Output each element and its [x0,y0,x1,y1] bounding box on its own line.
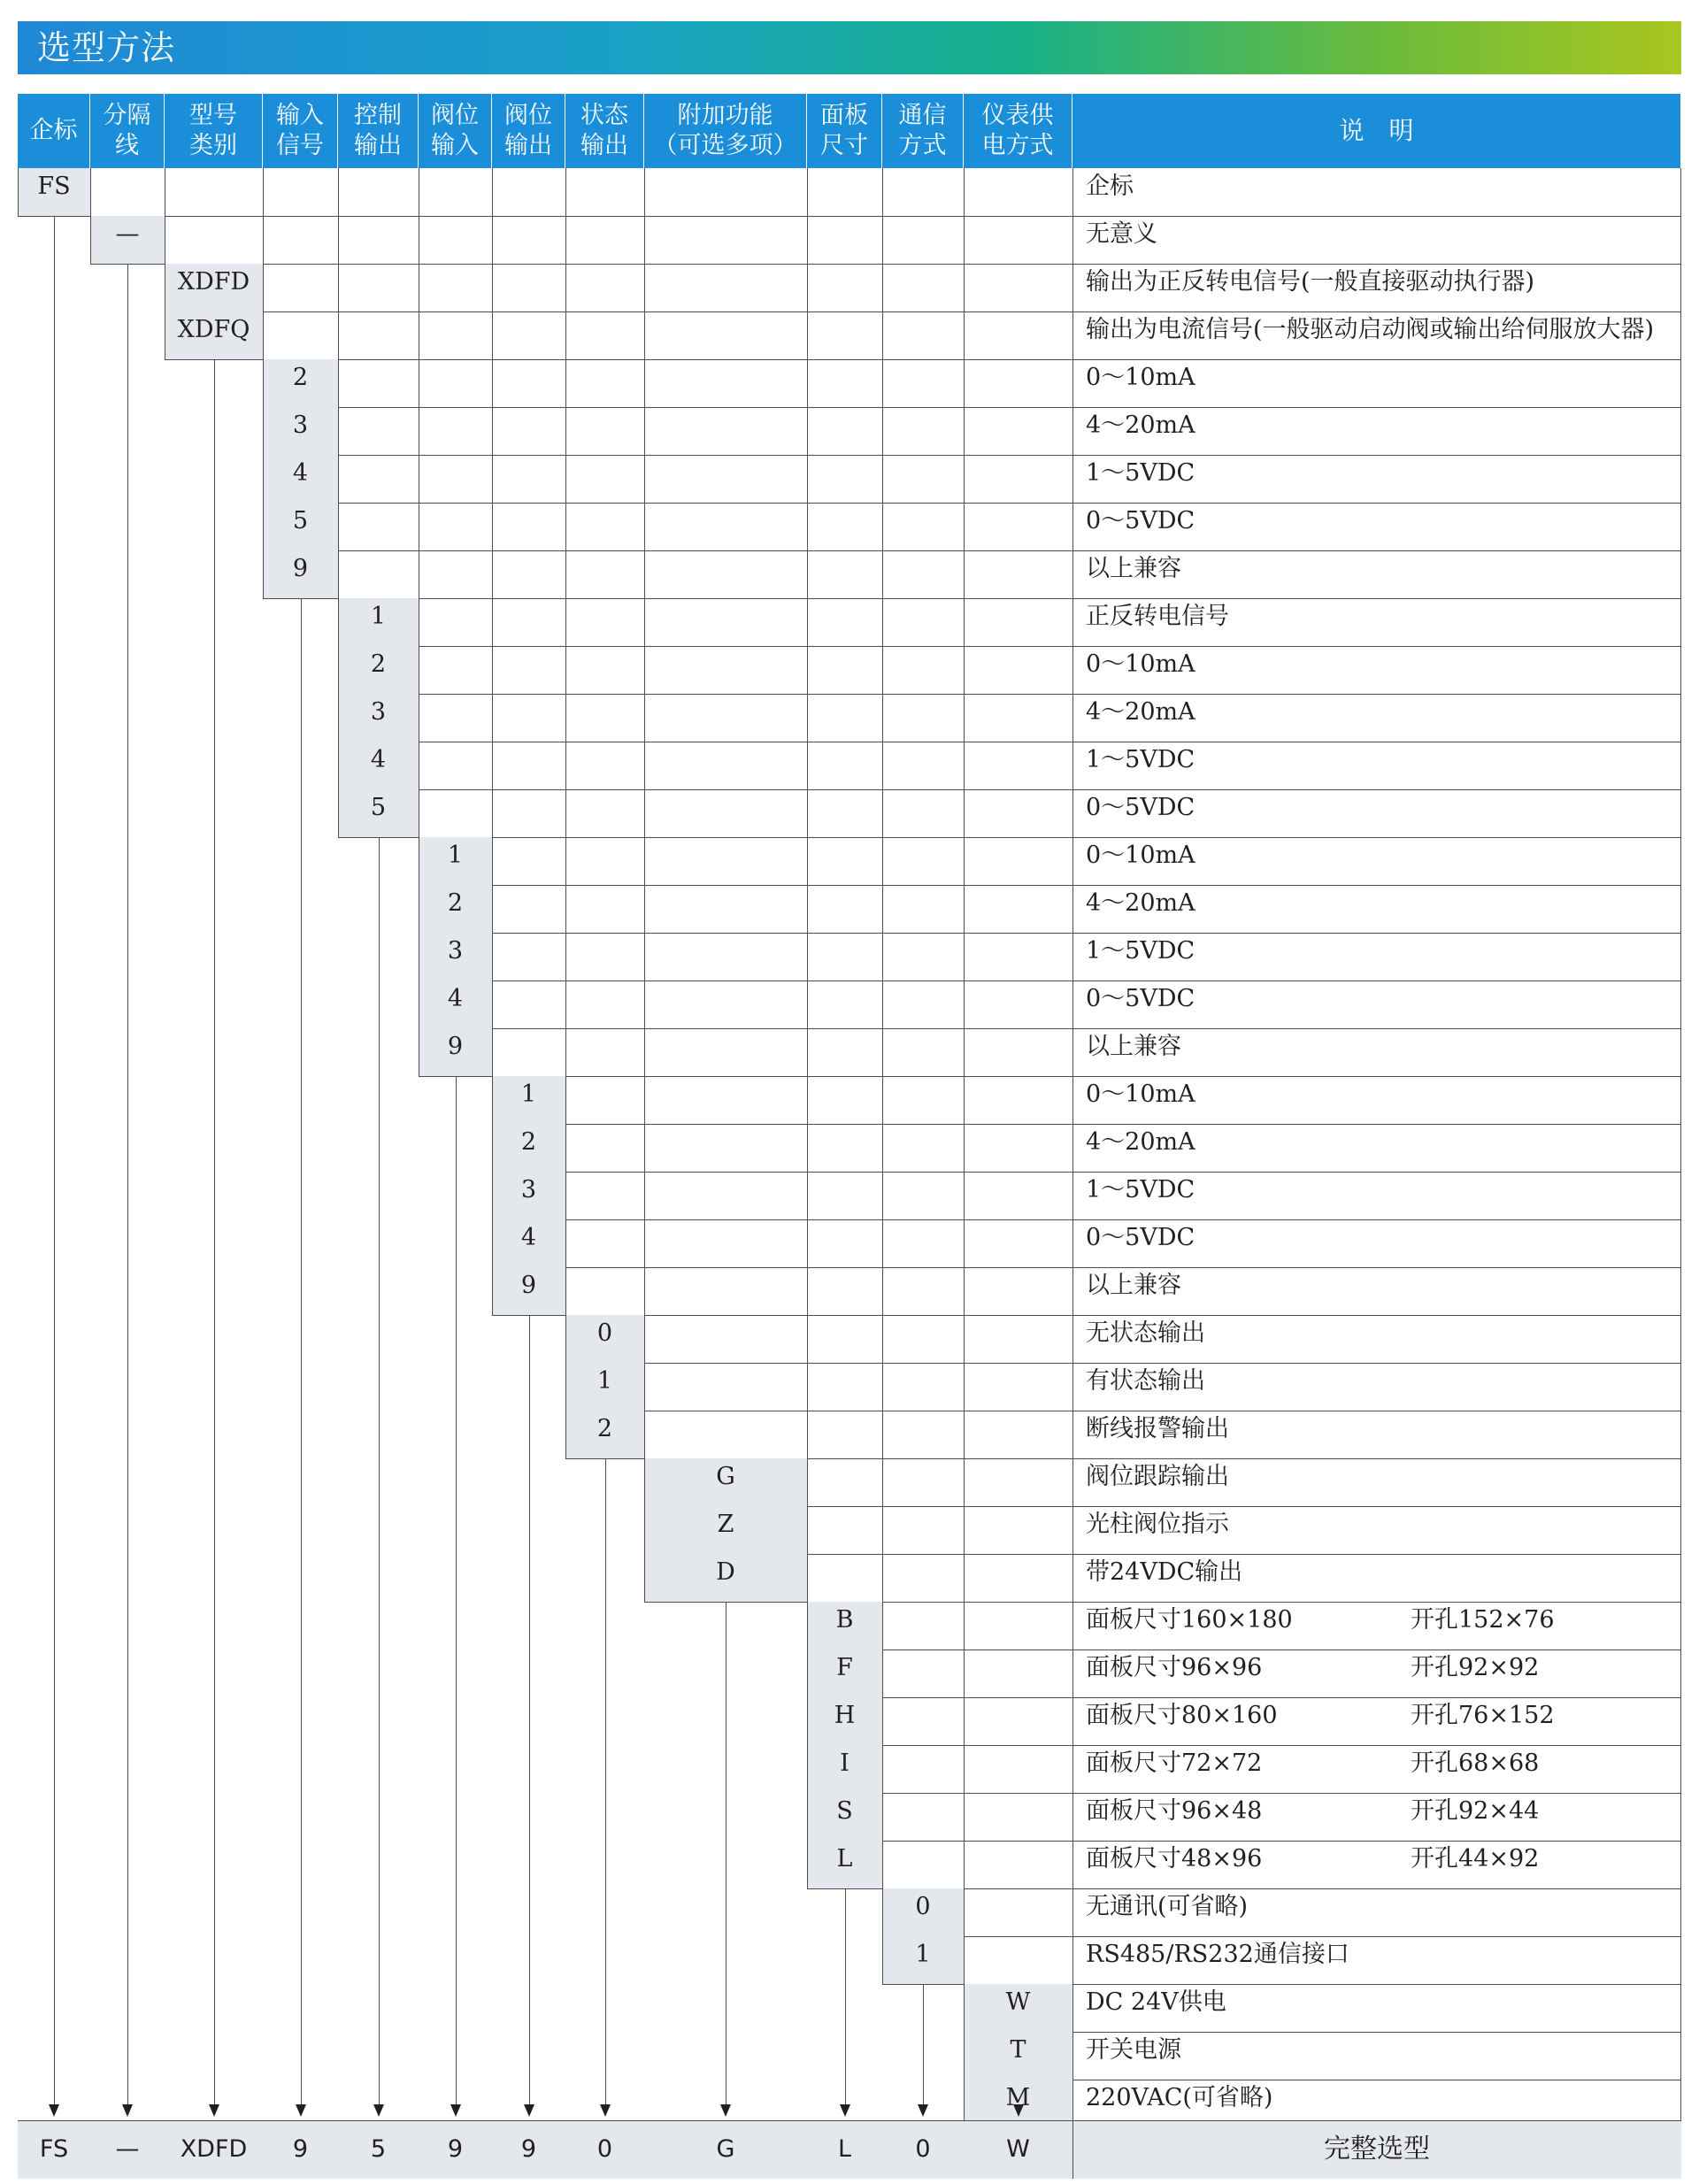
group-right-border [90,168,91,216]
description-text: 无意义 [1086,220,1157,248]
description-text: 0～10mA [1086,364,1195,391]
code-value: F [836,1654,853,1681]
row-divider [263,455,1681,456]
column-border [964,168,965,1984]
header-line-2: 尺寸 [820,132,868,159]
cutout-size-text: 开孔44×92 [1411,1845,1540,1873]
connector-line [127,264,128,2104]
code-value: 9 [447,1033,464,1060]
final-code: — [115,2135,140,2163]
code-value: B [835,1606,854,1634]
final-code: 9 [292,2135,309,2163]
header-line-1: 输入 [276,102,324,129]
code-value: XDFQ [177,316,250,343]
arrow-down-icon [524,2104,534,2117]
group-left-border [90,216,91,264]
final-code: XDFD [180,2135,248,2163]
header-line-2: 输出 [580,132,628,159]
header-cell [90,94,165,168]
header-cell [964,94,1072,168]
code-value: — [115,220,140,248]
group-left-border [882,1888,883,1984]
description-text: 以上兼容 [1086,1033,1181,1060]
code-value: 2 [447,889,464,917]
header-cell [492,94,565,168]
final-code: 0 [915,2135,931,2163]
code-value: H [834,1702,856,1729]
header-cell [338,94,419,168]
description-text: 光柱阀位指示 [1086,1511,1229,1538]
complete-model-label: 完整选型 [1324,2134,1430,2165]
arrow-down-icon [918,2104,928,2117]
row-divider [338,694,1681,695]
header-cell [18,94,90,168]
group-right-border [964,1888,965,1984]
description-text: 0～5VDC [1086,1224,1195,1251]
code-value: 2 [370,650,387,678]
header-line-1: 阀位 [431,102,479,129]
description-text: 输出为正反转电信号(一般直接驱动执行器) [1086,268,1535,296]
connector-line [301,598,302,2104]
code-value: L [836,1845,853,1873]
arrow-down-icon [1013,2104,1024,2117]
description-text: 0～10mA [1086,1080,1195,1108]
selection-table [18,94,1681,2184]
final-code: G [716,2135,735,2163]
group-right-border [882,1602,883,1888]
description-text: 0～5VDC [1086,507,1195,534]
row-divider [263,503,1681,504]
group-left-border [263,359,264,598]
description-text: 0～10mA [1086,842,1195,869]
group-left-border [964,1984,965,2127]
code-value: 1 [520,1080,537,1108]
header-line-1: 说 明 [1339,116,1414,145]
header-cell [419,94,492,168]
code-value: 4 [292,459,309,487]
group-left-border [492,1076,493,1315]
final-code: 9 [447,2135,464,2163]
cutout-size-text: 开孔152×76 [1411,1606,1555,1634]
description-text: 有状态输出 [1086,1367,1205,1395]
header-line-2: 信号 [276,132,324,159]
code-value: 4 [520,1224,537,1251]
description-text: 面板尺寸72×72 [1086,1750,1263,1777]
code-value: 1 [596,1367,613,1395]
header-line-1: 分隔 [103,102,151,129]
header-line-2: 输出 [354,132,402,159]
final-row-separator [1072,2120,1073,2179]
code-value: D [716,1558,735,1586]
code-value: S [836,1797,853,1825]
header-line-2: 电方式 [981,132,1054,159]
code-value: 0 [596,1319,613,1347]
row-divider [338,789,1681,790]
description-text: RS485/RS232通信接口 [1086,1941,1349,1968]
header-line-2: 线 [115,132,139,159]
group-right-border [807,1458,808,1602]
header-line-2: 输入 [431,132,479,159]
description-left-border [1072,168,1073,2179]
header-line-1: 型号 [189,102,237,129]
header-line-1: 控制 [354,102,402,129]
arrow-down-icon [600,2104,611,2117]
arrow-down-icon [840,2104,850,2117]
group-left-border [338,598,339,837]
row-divider [419,980,1681,981]
arrow-down-icon [720,2104,731,2117]
code-value: 2 [596,1415,613,1442]
group-left-border [644,1458,645,1602]
row-divider [338,646,1681,647]
code-value: XDFD [177,268,250,296]
description-text: 输出为电流信号(一般驱动启动阀或输出给伺服放大器) [1086,316,1655,343]
header-line-1: 阀位 [504,102,552,129]
header-cell [807,94,882,168]
description-text: DC 24V供电 [1086,1988,1226,2016]
description-text: 开关电源 [1086,2036,1181,2064]
description-text: 正反转电信号 [1086,603,1229,630]
description-text: 1～5VDC [1086,746,1195,773]
code-value: 9 [292,555,309,582]
description-text: 面板尺寸96×96 [1086,1654,1263,1681]
connector-line [456,1076,457,2104]
connector-line [214,359,215,2104]
header-cell [565,94,644,168]
description-text: 面板尺寸160×180 [1086,1606,1293,1634]
row-divider [419,933,1681,934]
final-code: 5 [370,2135,387,2163]
code-value: T [1010,2036,1026,2064]
header-line-1: 状态 [580,102,628,129]
header-line-2: 方式 [898,132,947,159]
header-line-2: 类别 [189,132,237,159]
code-value: G [716,1463,735,1490]
description-text: 4～20mA [1086,889,1195,917]
description-text: 带24VDC输出 [1086,1558,1243,1586]
description-text: 4～20mA [1086,411,1195,439]
description-text: 1～5VDC [1086,937,1195,965]
header-line-1: 通信 [898,102,947,129]
code-value: M [1005,2084,1031,2111]
connector-line [529,1315,530,2104]
group-left-border [807,1602,808,1888]
header-line-1: 面板 [820,102,868,129]
row-divider [263,407,1681,408]
section-title: 选型方法 [37,28,176,67]
arrow-down-icon [450,2104,461,2117]
code-value: Z [717,1511,734,1538]
group-right-border [263,264,264,359]
column-border [644,168,645,1458]
description-text: 面板尺寸80×160 [1086,1702,1278,1729]
description-text: 断线报警输出 [1086,1415,1229,1442]
connector-line [605,1458,606,2104]
description-text: 220VAC(可省略) [1086,2084,1273,2111]
description-text: 企标 [1086,173,1134,200]
final-row-top-border [18,2120,1681,2121]
description-text: 1～5VDC [1086,459,1195,487]
header-line-1: 附加功能 [677,102,773,129]
header-cell [263,94,338,168]
description-text: 面板尺寸96×48 [1086,1797,1263,1825]
connector-line [54,216,55,2104]
group-right-border [644,1315,645,1458]
description-text: 无状态输出 [1086,1319,1205,1347]
description-text: 阀位跟踪输出 [1086,1463,1229,1490]
complete-model-row [18,2120,1681,2179]
row-divider [18,216,1681,217]
description-text: 0～5VDC [1086,985,1195,1012]
row-divider [165,359,1681,360]
code-value: 4 [370,746,387,773]
description-text: 4～20mA [1086,1128,1195,1156]
header-line-1: 企标 [29,117,78,144]
description-text: 无通讯(可省略) [1086,1893,1249,1920]
row-divider [419,1076,1681,1077]
column-border [807,168,808,1602]
cutout-size-text: 开孔92×92 [1411,1654,1540,1681]
code-value: 2 [292,364,309,391]
header-line-1: 仪表供 [981,102,1054,129]
description-text: 0～10mA [1086,650,1195,678]
arrow-down-icon [49,2104,59,2117]
code-value: 3 [520,1176,537,1204]
header-cell [1072,94,1681,168]
cutout-size-text: 开孔76×152 [1411,1702,1555,1729]
code-value: 1 [915,1941,931,1968]
final-code: 9 [520,2135,537,2163]
code-value: W [1005,1988,1031,2016]
group-left-border [18,168,19,216]
code-value: 5 [370,794,387,821]
code-value: FS [37,173,71,200]
description-text: 面板尺寸48×96 [1086,1845,1263,1873]
arrow-down-icon [209,2104,219,2117]
description-text: 0～5VDC [1086,794,1195,821]
code-value: 3 [292,411,309,439]
header-cell [644,94,807,168]
code-value: I [840,1750,850,1777]
description-text: 以上兼容 [1086,1272,1181,1299]
code-value: 9 [520,1272,537,1299]
final-code: L [837,2135,852,2163]
row-divider [419,885,1681,886]
section-banner [18,21,1681,74]
row-divider [263,550,1681,551]
table-right-border [1680,168,1681,2179]
header-cell [882,94,964,168]
code-value: 0 [915,1893,931,1920]
code-value: 3 [447,937,464,965]
row-divider [263,598,1681,599]
arrow-down-icon [122,2104,133,2117]
header-line-2: 输出 [504,132,552,159]
header-cell [165,94,263,168]
arrow-down-icon [296,2104,306,2117]
connector-line [923,1984,924,2104]
description-text: 4～20mA [1086,698,1195,726]
final-code: W [1006,2135,1030,2163]
code-value: 3 [370,698,387,726]
arrow-down-icon [373,2104,384,2117]
description-text: 以上兼容 [1086,555,1181,582]
connector-line [379,837,380,2104]
code-value: 1 [370,603,387,630]
group-right-border [338,359,339,598]
cutout-size-text: 开孔92×44 [1411,1797,1540,1825]
code-value: 1 [447,842,464,869]
code-value: 2 [520,1128,537,1156]
header-line-2: （可选多项） [653,132,797,159]
group-left-border [565,1315,566,1458]
group-right-border [492,837,493,1076]
code-value: 5 [292,507,309,534]
row-divider [419,1028,1681,1029]
code-value: 4 [447,985,464,1012]
row-divider [338,837,1681,838]
final-code: 0 [596,2135,613,2163]
final-code: FS [39,2135,69,2163]
cutout-size-text: 开孔68×68 [1411,1750,1540,1777]
group-right-border [565,1076,566,1315]
description-text: 1～5VDC [1086,1176,1195,1204]
connector-line [845,1888,846,2104]
